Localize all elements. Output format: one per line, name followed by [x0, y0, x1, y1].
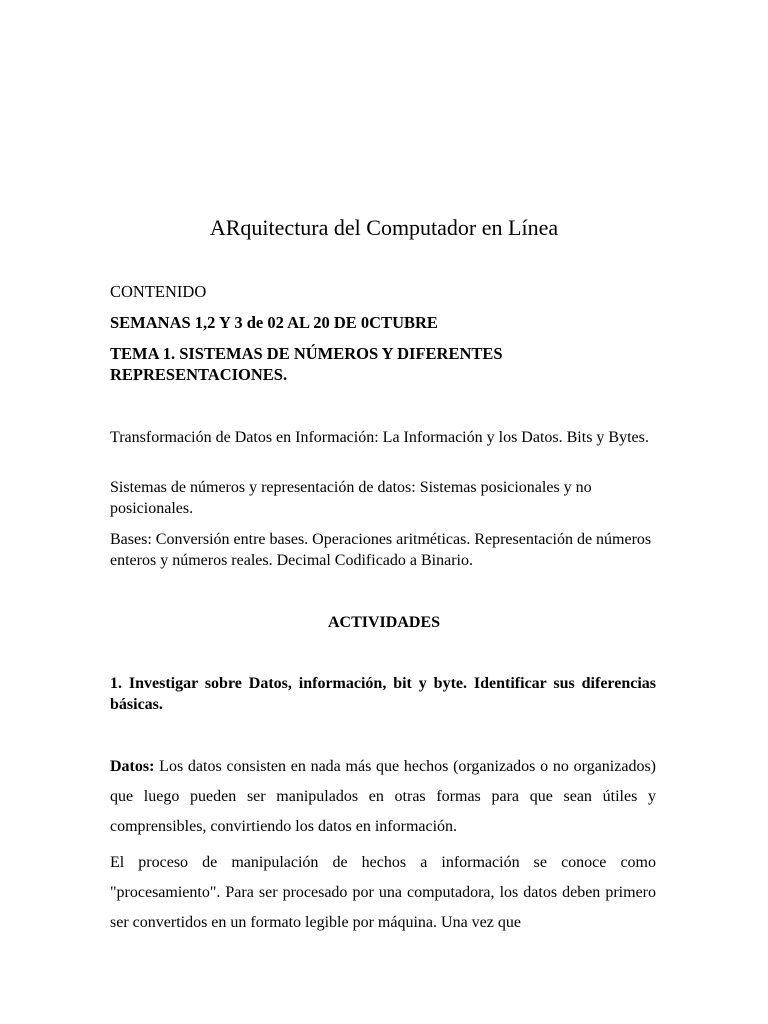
contenido-label: CONTENIDO	[110, 282, 207, 301]
datos-text: Los datos consisten en nada más que hechos (organizados o no organizados) que luego pueden ser manipulados en otras formas para que sean útiles y comprensibles, convirtiendo los datos en información.	[110, 758, 656, 835]
topic-item: Transformación de Datos en Información: La Información y los Datos. Bits y Bytes.	[110, 429, 649, 446]
question-1: 1. Investigar sobre Datos, información, bit y byte. Identificar sus diferencias básicas.	[110, 675, 656, 713]
semanas-heading: SEMANAS 1,2 Y 3 de 02 AL 20 DE 0CTUBRE	[110, 313, 438, 332]
document-title: ARquitectura del Computador en Línea	[209, 215, 559, 240]
actividades-heading: ACTIVIDADES	[327, 614, 441, 631]
datos-term: Datos:	[110, 758, 155, 775]
topic-item: Bases: Conversión entre bases. Operaciones aritméticas. Representación de números enteros y números reales. Decimal Codificado a Binario.	[110, 531, 652, 569]
datos-paragraph	[110, 752, 656, 842]
tema-heading: TEMA 1. SISTEMAS DE NÚMEROS Y DIFERENTES REPRESENTACIONES.	[110, 344, 503, 384]
proceso-paragraph: El proceso de manipulación de hechos a información se conoce como "procesamiento". Para ser procesado por una computadora, los datos deben primero ser convertidos en un formato legible por máquina. Una vez que	[110, 854, 656, 931]
topic-item: Sistemas de números y representación de datos: Sistemas posicionales y no posicionales.	[110, 479, 592, 517]
